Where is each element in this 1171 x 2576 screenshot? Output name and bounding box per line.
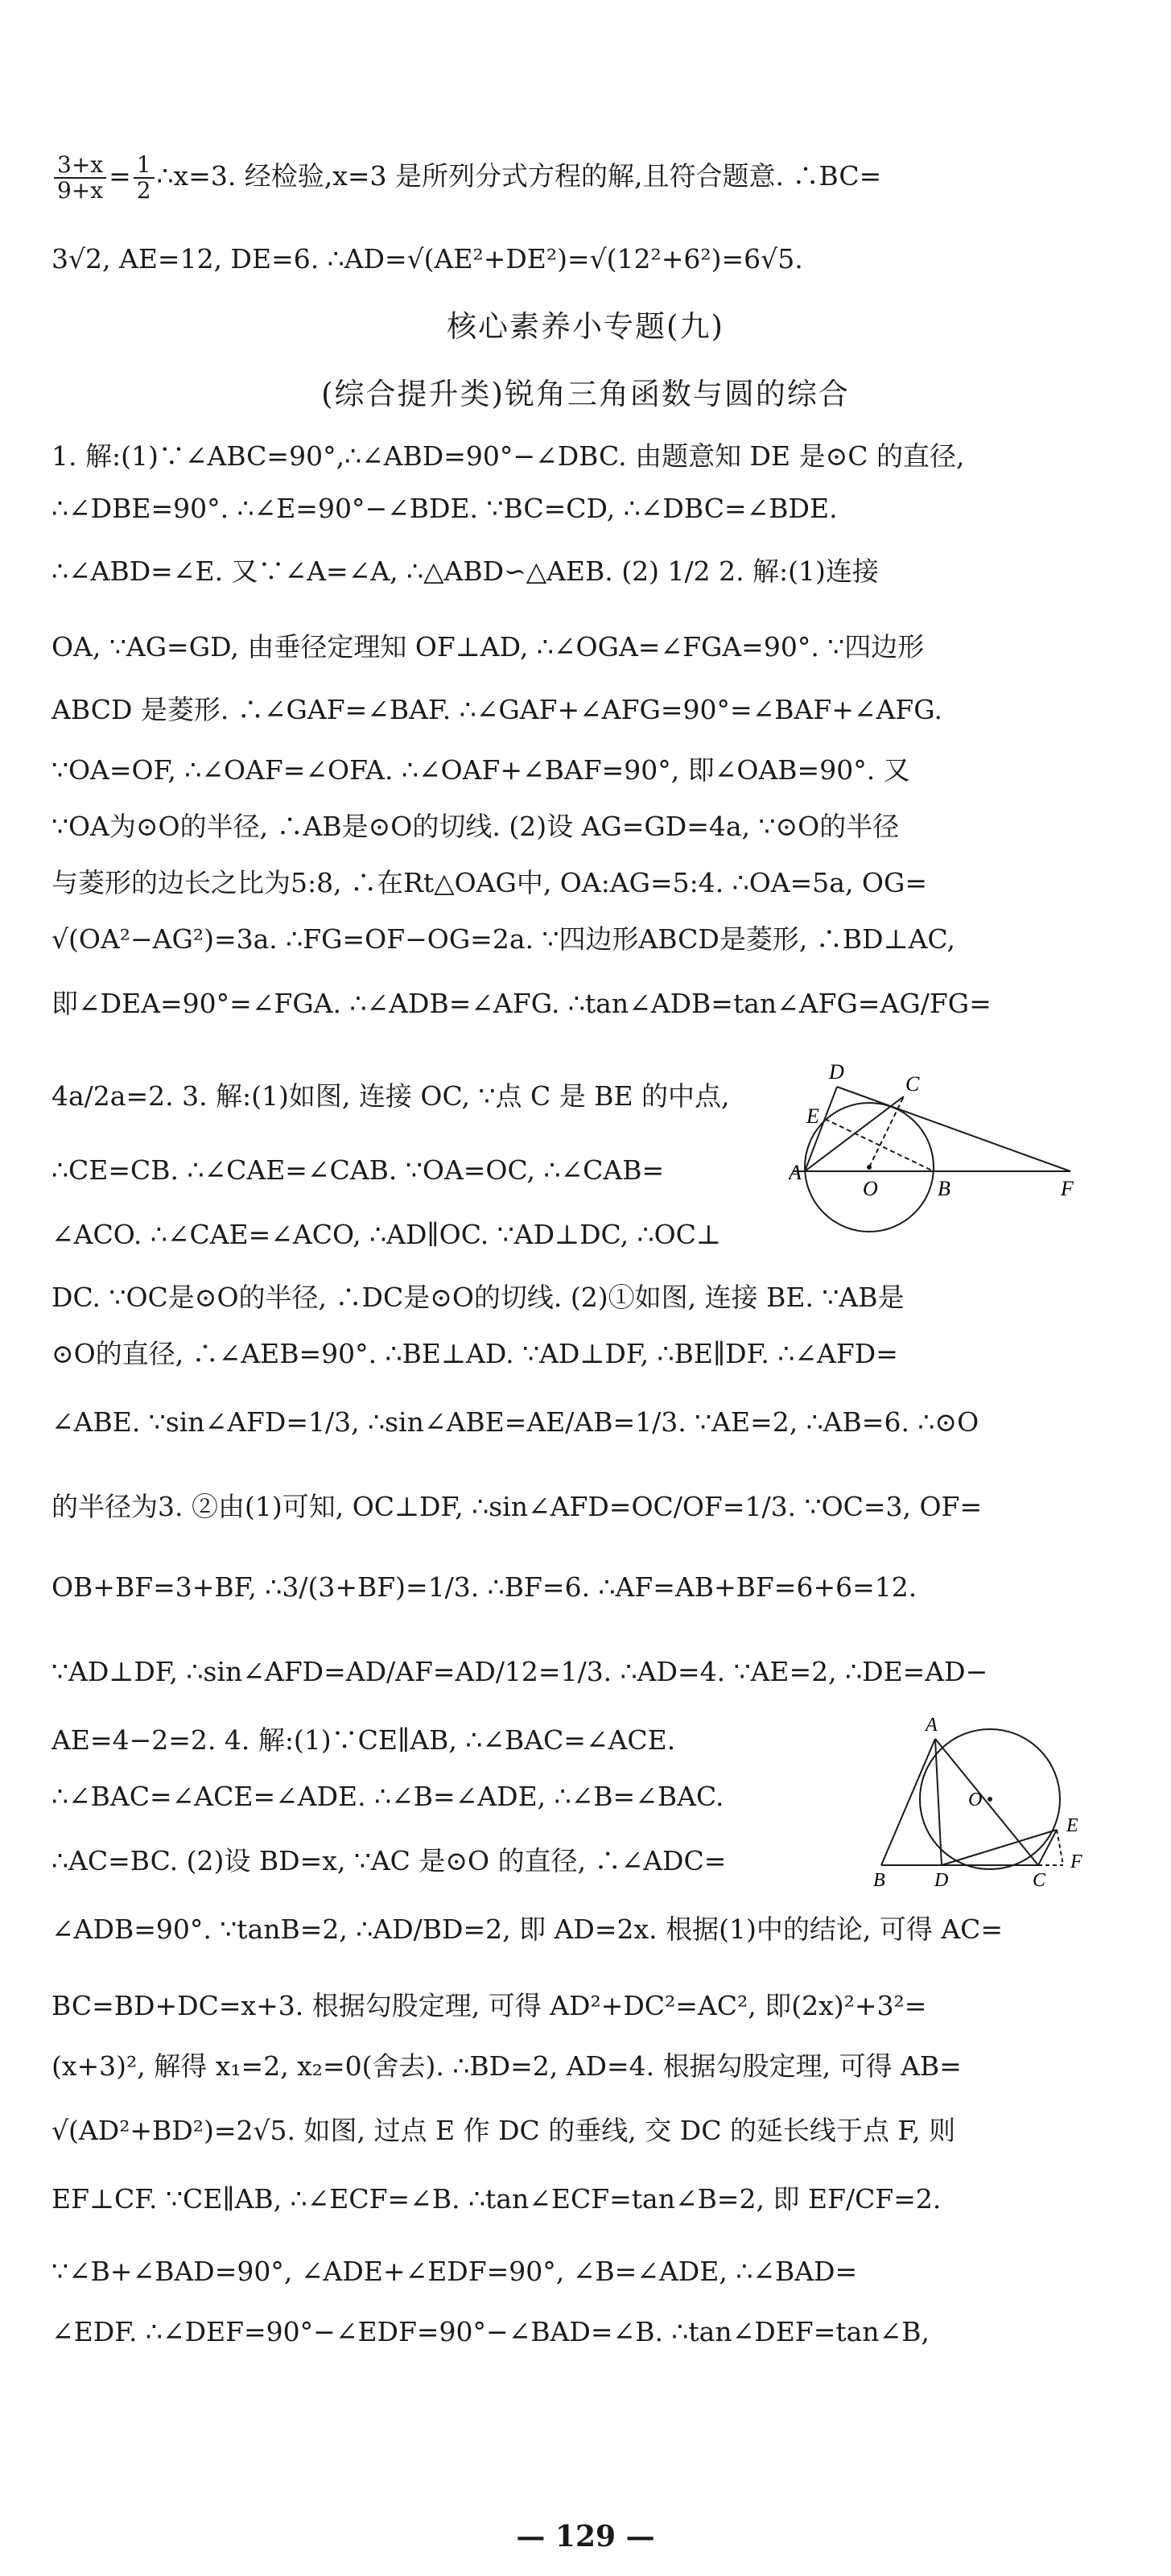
- text-line: 与菱形的边长之比为5:8, ∴在Rt△OAG中, OA:AG=5:4. ∴OA=5a, OG=: [52, 867, 927, 898]
- text-line: ∵OA为⊙O的半径, ∴AB是⊙O的切线. (2)设 AG=GD=4a, ∵⊙O的半径: [52, 811, 900, 842]
- text-line-0: $\frac{3+x}{9+x}$ = $\frac{1}{2}$ ∴x=3. 经检验,x=3 是所列分式方程的解,且符合题意. ∴BC=: [52, 153, 1122, 203]
- text-line: ∵OA=OF, ∴∠OAF=∠OFA. ∴∠OAF+∠BAF=90°, 即∠OAB=90°. 又: [52, 754, 910, 786]
- geometry-figure-circle-tangent: [789, 1063, 1086, 1256]
- text-line: 3√2, AE=12, DE=6. ∴AD=√(AE²+DE²)=√(12²+6²)=6√5.: [52, 243, 803, 275]
- point-label: A: [926, 1715, 938, 1736]
- page-number: — 129 —: [516, 2520, 655, 2553]
- point-label: O: [968, 1790, 983, 1810]
- point-label: E: [806, 1104, 819, 1128]
- point-label: C: [1033, 1870, 1046, 1888]
- text-line: EF⊥CF. ∵CE∥AB, ∴∠ECF=∠B. ∴tan∠ECF=tan∠B=2, 即 EF/CF=2.: [52, 2183, 942, 2215]
- text-line: (x+3)², 解得 x₁=2, x₂=0(舍去). ∴BD=2, AD=4. 根据勾股定理, 可得 AB=: [52, 2050, 962, 2082]
- text-line: ∠EDF. ∴∠DEF=90°−∠EDF=90°−∠BAD=∠B. ∴tan∠DEF=tan∠B,: [52, 2316, 930, 2347]
- section-heading: 核心素养小专题(九): [447, 309, 724, 344]
- text-line: ∴∠ABD=∠E. 又∵∠A=∠A, ∴△ABD∽△AEB. (2) 1/2 2. 解:(1)连接: [52, 555, 879, 587]
- fraction: $\frac{3+x}{9+x}$: [54, 153, 106, 203]
- text-line: ∴AC=BC. (2)设 BD=x, ∵AC 是⊙O 的直径, ∴∠ADC=: [52, 1845, 727, 1876]
- text-line: OB+BF=3+BF, ∴3/(3+BF)=1/3. ∴BF=6. ∴AF=AB+BF=6+6=12.: [52, 1571, 917, 1603]
- text-line: 即∠DEA=90°=∠FGA. ∴∠ADB=∠AFG. ∴tan∠ADB=tan∠AFG=AG/FG=: [52, 988, 992, 1019]
- text-line: DC. ∵OC是⊙O的半径, ∴DC是⊙O的切线. (2)①如图, 连接 BE. ∵AB是: [52, 1282, 905, 1313]
- text-line: ∴∠DBE=90°. ∴∠E=90°−∠BDE. ∵BC=CD, ∴∠DBC=∠BDE.: [52, 493, 838, 524]
- text-line: ∵AD⊥DF, ∴sin∠AFD=AD/AF=AD/12=1/3. ∴AD=4. ∵AE=2, ∴DE=AD−: [52, 1656, 988, 1687]
- point-label: F: [1070, 1852, 1082, 1872]
- fraction: $\frac{1}{2}$: [134, 153, 155, 203]
- point-label: D: [934, 1870, 949, 1888]
- point-label: F: [1061, 1177, 1074, 1200]
- text-line: 4a/2a=2. 3. 解:(1)如图, 连接 OC, ∵点 C 是 BE 的中点,: [52, 1080, 730, 1112]
- point-label: O: [863, 1177, 878, 1200]
- text-line: ∵∠B+∠BAD=90°, ∠ADE+∠EDF=90°, ∠B=∠ADE, ∴∠BAD=: [52, 2256, 858, 2287]
- text-line: BC=BD+DC=x+3. 根据勾股定理, 可得 AD²+DC²=AC², 即(2x)²+3²=: [52, 1990, 927, 2021]
- point-label: D: [829, 1063, 844, 1084]
- text-line: ∠ABE. ∵sin∠AFD=1/3, ∴sin∠ABE=AE/AB=1/3. ∵AE=2, ∴AB=6. ∴⊙O: [52, 1406, 979, 1438]
- geometry-figure-circle-triangle: [873, 1711, 1095, 1888]
- text-line: ∠ADB=90°. ∵tanB=2, ∴AD/BD=2, 即 AD=2x. 根据(1)中的结论, 可得 AC=: [52, 1913, 1004, 1945]
- text-line: AE=4−2=2. 4. 解:(1)∵CE∥AB, ∴∠BAC=∠ACE.: [52, 1724, 676, 1756]
- point-label: A: [789, 1161, 802, 1184]
- text-line: ∴∠BAC=∠ACE=∠ADE. ∴∠B=∠ADE, ∴∠B=∠BAC.: [52, 1781, 724, 1812]
- text-line: √(AD²+BD²)=2√5. 如图, 过点 E 作 DC 的垂线, 交 DC 的延长线于点 F, 则: [52, 2115, 956, 2146]
- point-label: E: [1066, 1815, 1078, 1836]
- text-line: ∠ACO. ∴∠CAE=∠ACO, ∴AD∥OC. ∵AD⊥DC, ∴OC⊥: [52, 1219, 721, 1250]
- point-label: B: [938, 1177, 950, 1200]
- point-label: B: [873, 1870, 885, 1888]
- text-line: ⊙O的直径, ∴∠AEB=90°. ∴BE⊥AD. ∵AD⊥DF, ∴BE∥DF. ∴∠AFD=: [52, 1338, 898, 1369]
- text-line: 1. 解:(1)∵∠ABC=90°,∴∠ABD=90°−∠DBC. 由题意知 DE 是⊙C 的直径,: [52, 440, 965, 472]
- text-line: √(OA²−AG²)=3a. ∴FG=OF−OG=2a. ∵四边形ABCD是菱形, ∴BD⊥AC,: [52, 923, 955, 955]
- point-label: C: [905, 1072, 920, 1096]
- text-line: ABCD 是菱形. ∴∠GAF=∠BAF. ∴∠GAF+∠AFG=90°=∠BAF+∠AFG.: [52, 694, 942, 725]
- text-line: OA, ∵AG=GD, 由垂径定理知 OF⊥AD, ∴∠OGA=∠FGA=90°. ∵四边形: [52, 631, 925, 663]
- text-line: 的半径为3. ②由(1)可知, OC⊥DF, ∴sin∠AFD=OC/OF=1/3. ∵OC=3, OF=: [52, 1491, 983, 1522]
- section-subheading: (综合提升类)锐角三角函数与圆的综合: [321, 377, 850, 411]
- text-line: ∴CE=CB. ∴∠CAE=∠CAB. ∵OA=OC, ∴∠CAB=: [52, 1154, 665, 1186]
